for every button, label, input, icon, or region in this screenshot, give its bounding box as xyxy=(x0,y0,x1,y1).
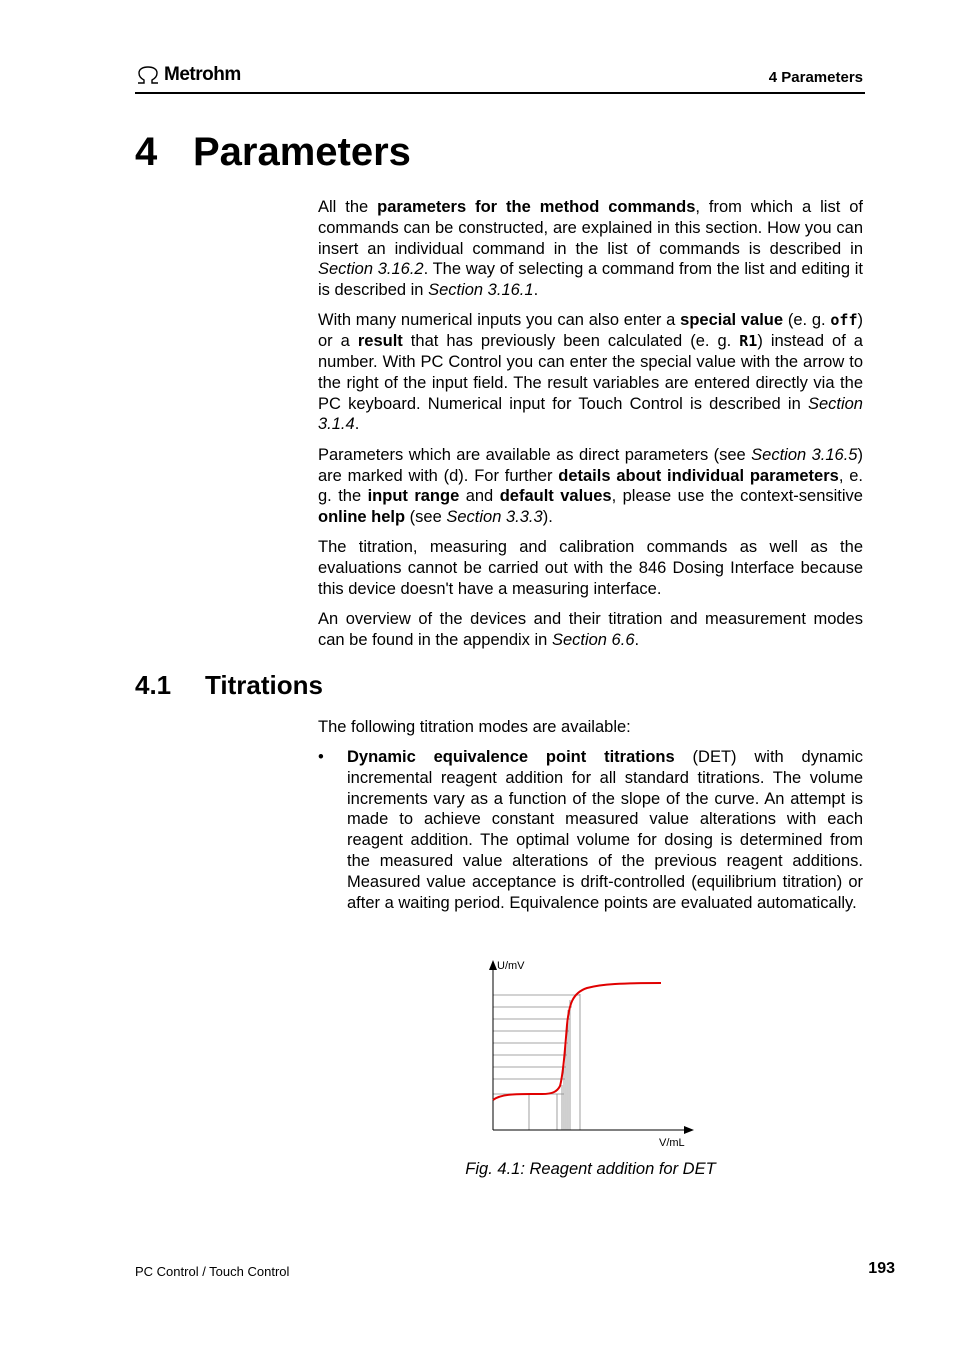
list-item-text: (DET) with dynamic incremental reagent addition for all standard titrations. The volume increments vary as a function of the slope of the curve. An attempt is made to achieve constant measured value alterations with each reagent addition. The optimal volume for dosing is determined from the measured value alterations of the previous reagent additions. Measured value acceptance is drift-controlled (equilibrium titration) or after a waiting period. Equivalence points are evaluated automatically. xyxy=(347,748,863,912)
section-title-text: Titrations xyxy=(205,670,323,700)
page-header xyxy=(135,62,865,94)
titration-curve xyxy=(493,983,661,1100)
intro-paragraph-4: The titration, measuring and calibration commands as well as the evaluations cannot be carried out with the 846 Dosing Interface because this device doesn't have a measuring interface. xyxy=(318,538,863,599)
chapter-title-text: Parameters xyxy=(193,130,411,174)
metrohm-logo xyxy=(135,64,241,86)
titration-modes-list xyxy=(318,747,863,913)
det-chart xyxy=(472,950,712,1150)
list-item xyxy=(318,747,863,913)
y-axis-label: U/mV xyxy=(497,960,525,972)
bullet: • xyxy=(318,748,324,766)
intro-paragraph-1: All the parameters for the method commands, from which a list of commands can be constructed, are explained in this section. How you can insert an individual command in the list of commands is described in Section 3.16.2. The way of selecting a command from the list and editing it is described in Section 3.16.1. xyxy=(318,198,863,300)
increment-grid xyxy=(493,994,580,1130)
figure-caption: Fig. 4.1: Reagent addition for DET xyxy=(465,1160,716,1178)
chapter-title xyxy=(135,130,411,175)
list-item-term: Dynamic equivalence point titrations xyxy=(347,748,675,766)
y-axis-arrow-icon xyxy=(489,960,497,970)
section-title xyxy=(135,670,323,701)
omega-icon xyxy=(135,65,161,85)
logo-text: Metrohm xyxy=(164,64,241,85)
chapter-number: 4 xyxy=(135,130,158,174)
header-section-title: 4 Parameters xyxy=(768,69,863,86)
intro-paragraph-5: An overview of the devices and their titration and measurement modes can be found in the appendix in Section 6.6. xyxy=(318,610,863,650)
page-number: 193 xyxy=(868,1260,895,1277)
section-number: 4.1 xyxy=(135,670,172,700)
intro-paragraph-3: Parameters which are available as direct parameters (see Section 3.16.5) are marked with (d). For further details about individual parameters, e. g. the input range and default values, please use the context-sensitive online help (see Section 3.3.3). xyxy=(318,445,863,527)
det-figure xyxy=(472,950,712,1150)
x-axis-label: V/mL xyxy=(659,1137,685,1149)
titrations-lead: The following titration modes are available: xyxy=(318,718,631,736)
intro-paragraph-2: With many numerical inputs you can also enter a special value (e. g. off) or a result that has previously been calculated (e. g. R1) instead of a number. With PC Control you can enter the special value with the arrow to the right of the input field. The result variables are entered directly via the PC keyboard. Numerical input for Touch Control is described in Section 3.1.4. xyxy=(318,311,863,434)
intro-text xyxy=(318,197,863,660)
x-axis-arrow-icon xyxy=(684,1126,694,1134)
footer-product: PC Control / Touch Control xyxy=(135,1264,290,1279)
